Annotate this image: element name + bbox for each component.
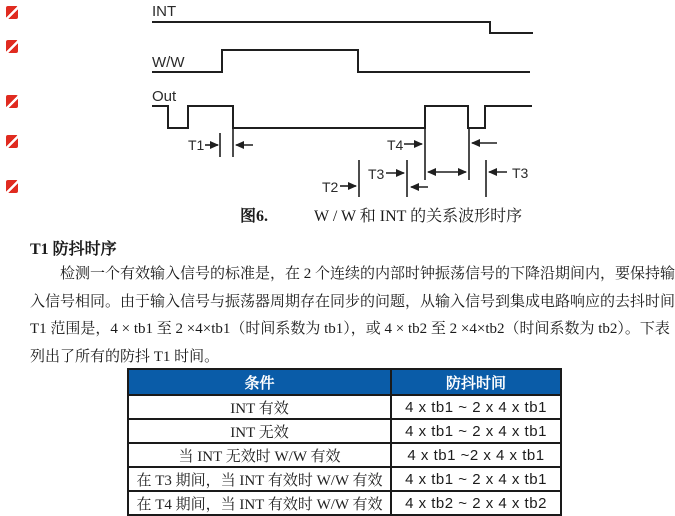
condition-cell: INT 有效 bbox=[128, 395, 391, 419]
condition-cell: 在 T4 期间，当 INT 有效时 W/W 有效 bbox=[128, 491, 391, 515]
ww-signal-label: W/W bbox=[152, 54, 185, 71]
table-row bbox=[128, 491, 561, 515]
ww-waveform bbox=[152, 50, 530, 72]
debounce-time-cell: 4 x tb1 ~ 2 x 4 x tb1 bbox=[391, 467, 561, 491]
table-row bbox=[128, 467, 561, 491]
condition-column-header: 条件 bbox=[128, 369, 391, 395]
t3-right-marker-label: T3 bbox=[512, 165, 529, 181]
debounce-time-cell: 4 x tb1 ~ 2 x 4 x tb1 bbox=[391, 419, 561, 443]
debounce-time-cell: 4 x tb2 ~ 2 x 4 x tb2 bbox=[391, 491, 561, 515]
paragraph-line: 检测一个有效输入信号的标准是，在 2 个连续的内部时钟振荡信号的下降沿期间内，要保持输 bbox=[60, 266, 675, 282]
table-header-row bbox=[128, 369, 561, 395]
condition-cell: 当 INT 无效时 W/W 有效 bbox=[128, 443, 391, 467]
int-waveform bbox=[152, 22, 533, 33]
paragraph-line: 入信号相同。由于输入信号与振荡器周期存在同步的问题，从输入信号到集成电路响应的去抖时间 bbox=[30, 293, 675, 310]
condition-cell: 在 T3 期间，当 INT 有效时 W/W 有效 bbox=[128, 467, 391, 491]
debounce-time-column-header: 防抖时间 bbox=[391, 369, 561, 395]
figure-caption-text: W / W 和 INT 的关系波形时序 bbox=[314, 208, 523, 225]
debounce-time-table bbox=[127, 368, 562, 516]
debounce-time-cell: 4 x tb1 ~ 2 x 4 x tb1 bbox=[391, 395, 561, 419]
t2-marker-label: T2 bbox=[322, 179, 339, 195]
paragraph-line: T1 范围是，4 × tb1 至 2 ×4×tb1（时间系数为 tb1），或 4 × tb2 至 2 ×4×tb2（时间系数为 tb2）。下表 bbox=[30, 321, 670, 337]
table-row bbox=[128, 419, 561, 443]
table-row bbox=[128, 395, 561, 419]
t4-marker-label: T4 bbox=[387, 137, 404, 153]
body-paragraph bbox=[30, 261, 675, 371]
section-heading: T1 防抖时序 bbox=[30, 241, 117, 258]
t1-marker-label: T1 bbox=[188, 137, 205, 153]
figure-caption-number: 图6. bbox=[240, 208, 269, 225]
t3-marker-label: T3 bbox=[368, 166, 385, 182]
out-waveform bbox=[152, 106, 532, 128]
int-signal-label: INT bbox=[152, 3, 177, 20]
out-signal-label: Out bbox=[152, 88, 177, 105]
condition-cell: INT 无效 bbox=[128, 419, 391, 443]
paragraph-line: 列出了所有的防抖 T1 时间。 bbox=[30, 348, 220, 365]
timing-diagram bbox=[0, 0, 675, 200]
debounce-time-cell: 4 x tb1 ~2 x 4 x tb1 bbox=[391, 443, 561, 467]
table-row bbox=[128, 443, 561, 467]
figure-caption bbox=[240, 203, 522, 226]
